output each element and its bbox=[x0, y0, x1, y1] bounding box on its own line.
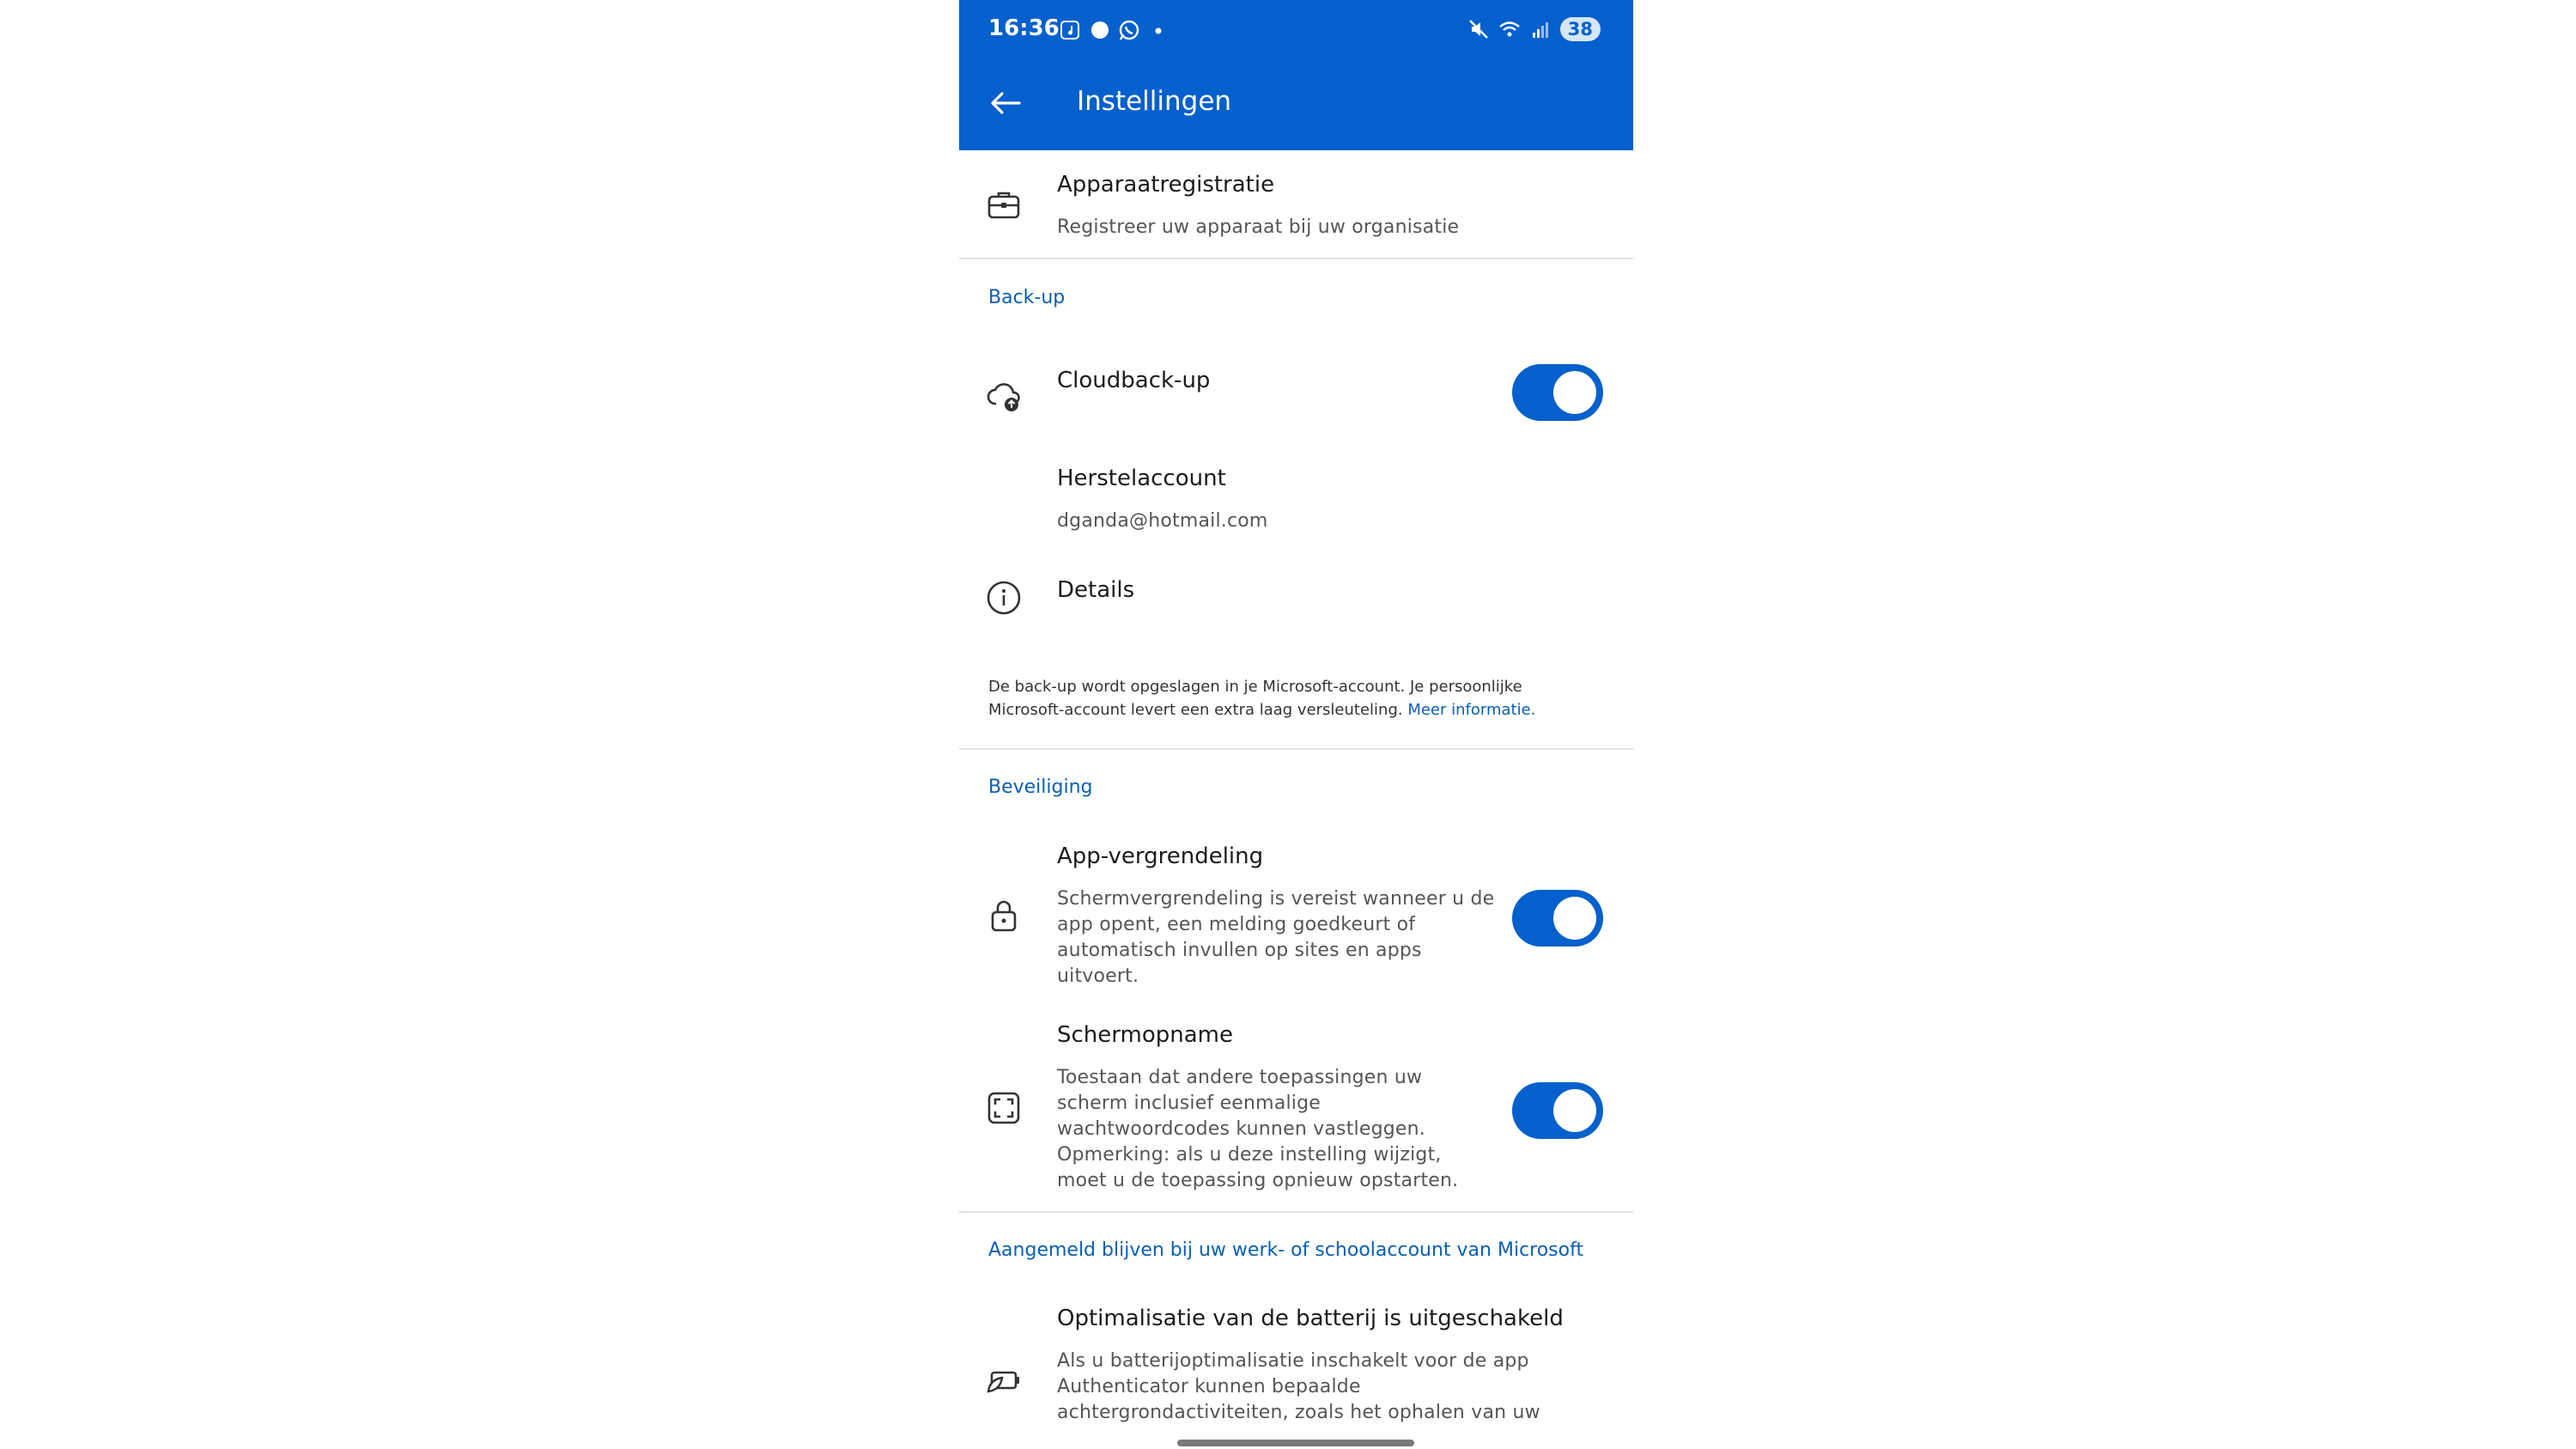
dot-icon bbox=[1147, 19, 1170, 41]
screen-capture-toggle[interactable] bbox=[1512, 1082, 1603, 1139]
section-header-stay-signed-in: Aangemeld blijven bij uw werk- of schoolaccount van Microsoft bbox=[988, 1239, 1584, 1261]
desc-line: achtergrondactiviteiten, zoals het ophalen van uw bbox=[1057, 1402, 1540, 1423]
cloud-backup-label: Cloudback-up bbox=[1057, 368, 1211, 393]
signal-icon bbox=[1529, 18, 1552, 40]
desc-line: scherm inclusief eenmalige bbox=[1057, 1093, 1321, 1114]
recovery-account-value: dganda@hotmail.com bbox=[1057, 510, 1268, 532]
gesture-home-bar[interactable] bbox=[1177, 1440, 1414, 1446]
battery-indicator: 38 bbox=[1560, 17, 1601, 41]
more-info-link[interactable]: Meer informatie. bbox=[1407, 701, 1536, 719]
divider bbox=[959, 748, 1633, 750]
battery-leaf-icon bbox=[985, 1362, 1023, 1400]
back-arrow-icon[interactable] bbox=[987, 84, 1024, 122]
desc-line: uitvoert. bbox=[1057, 965, 1139, 987]
screen-capture-icon bbox=[985, 1089, 1023, 1127]
toggle-knob bbox=[1553, 1089, 1596, 1132]
page-title: Instellingen bbox=[1077, 86, 1232, 117]
notification-icons bbox=[1060, 17, 1170, 43]
toggle-knob bbox=[1553, 897, 1596, 940]
desc-line: Toestaan dat andere toepassingen uw bbox=[1057, 1067, 1423, 1088]
mute-icon bbox=[1467, 18, 1490, 40]
wifi-icon bbox=[1498, 18, 1521, 40]
divider bbox=[959, 258, 1633, 259]
status-time: 16:36 bbox=[988, 15, 1060, 41]
desc-line: Opmerking: als u deze instelling wijzigt, bbox=[1057, 1144, 1442, 1166]
briefcase-icon bbox=[985, 186, 1023, 223]
battery-optimization-row[interactable] bbox=[959, 1306, 1633, 1434]
whatsapp-icon bbox=[1118, 19, 1140, 41]
app-lock-toggle[interactable] bbox=[1512, 890, 1603, 947]
toggle-knob bbox=[1553, 371, 1596, 414]
phone-screen bbox=[959, 0, 1633, 1449]
device-registration-row[interactable] bbox=[959, 151, 1633, 258]
app-bar bbox=[959, 0, 1633, 150]
desc-line: wachtwoordcodes kunnen vastleggen. bbox=[1057, 1118, 1425, 1140]
screen-capture-row[interactable] bbox=[959, 1020, 1633, 1201]
system-status-icons bbox=[1467, 15, 1601, 43]
footnote-line-2: Microsoft-account levert een extra laag versleuteling. bbox=[988, 701, 1403, 719]
desc-line: app opent, een melding goedkeurt of bbox=[1057, 914, 1416, 935]
device-registration-title: Apparaatregistratie bbox=[1057, 172, 1275, 198]
desc-line: automatisch invullen op sites en apps bbox=[1057, 940, 1422, 961]
section-header-backup: Back-up bbox=[988, 287, 1066, 308]
info-icon bbox=[985, 579, 1023, 617]
recovery-account-row[interactable] bbox=[959, 454, 1633, 548]
details-label: Details bbox=[1057, 577, 1135, 603]
desc-line: moet u de toepassing opnieuw opstarten. bbox=[1057, 1170, 1459, 1191]
device-registration-subtitle: Registreer uw apparaat bij uw organisatie bbox=[1057, 216, 1460, 238]
recovery-account-label: Herstelaccount bbox=[1057, 466, 1226, 491]
app-lock-title: App-vergrendeling bbox=[1057, 843, 1264, 869]
battery-optimization-description bbox=[1057, 1349, 1572, 1426]
cloud-backup-row[interactable] bbox=[959, 344, 1633, 438]
desc-line: Authenticator kunnen bepaalde bbox=[1057, 1376, 1361, 1397]
battery-optimization-title: Optimalisatie van de batterij is uitgeschakeld bbox=[1057, 1306, 1564, 1331]
cloud-backup-toggle[interactable] bbox=[1512, 364, 1603, 421]
desc-line: Schermvergrendeling is vereist wanneer u de bbox=[1057, 888, 1495, 910]
lock-icon bbox=[985, 897, 1023, 935]
footnote-line-1: De back-up wordt opgeslagen in je Microsoft-account. Je persoonlijke bbox=[988, 678, 1522, 696]
app-lock-row[interactable] bbox=[959, 842, 1633, 1005]
divider bbox=[959, 1211, 1633, 1213]
screen-capture-title: Schermopname bbox=[1057, 1022, 1233, 1048]
backup-footnote bbox=[988, 675, 1589, 721]
badge-icon bbox=[1089, 19, 1111, 41]
music-note-icon bbox=[1060, 19, 1082, 41]
desc-line: Als u batterijoptimalisatie inschakelt voor de app bbox=[1057, 1350, 1529, 1372]
details-row[interactable] bbox=[959, 567, 1633, 636]
section-header-security: Beveiliging bbox=[988, 776, 1093, 798]
screen-capture-description bbox=[1057, 1065, 1504, 1194]
app-lock-description bbox=[1057, 886, 1504, 989]
cloud-upload-icon bbox=[985, 376, 1023, 414]
